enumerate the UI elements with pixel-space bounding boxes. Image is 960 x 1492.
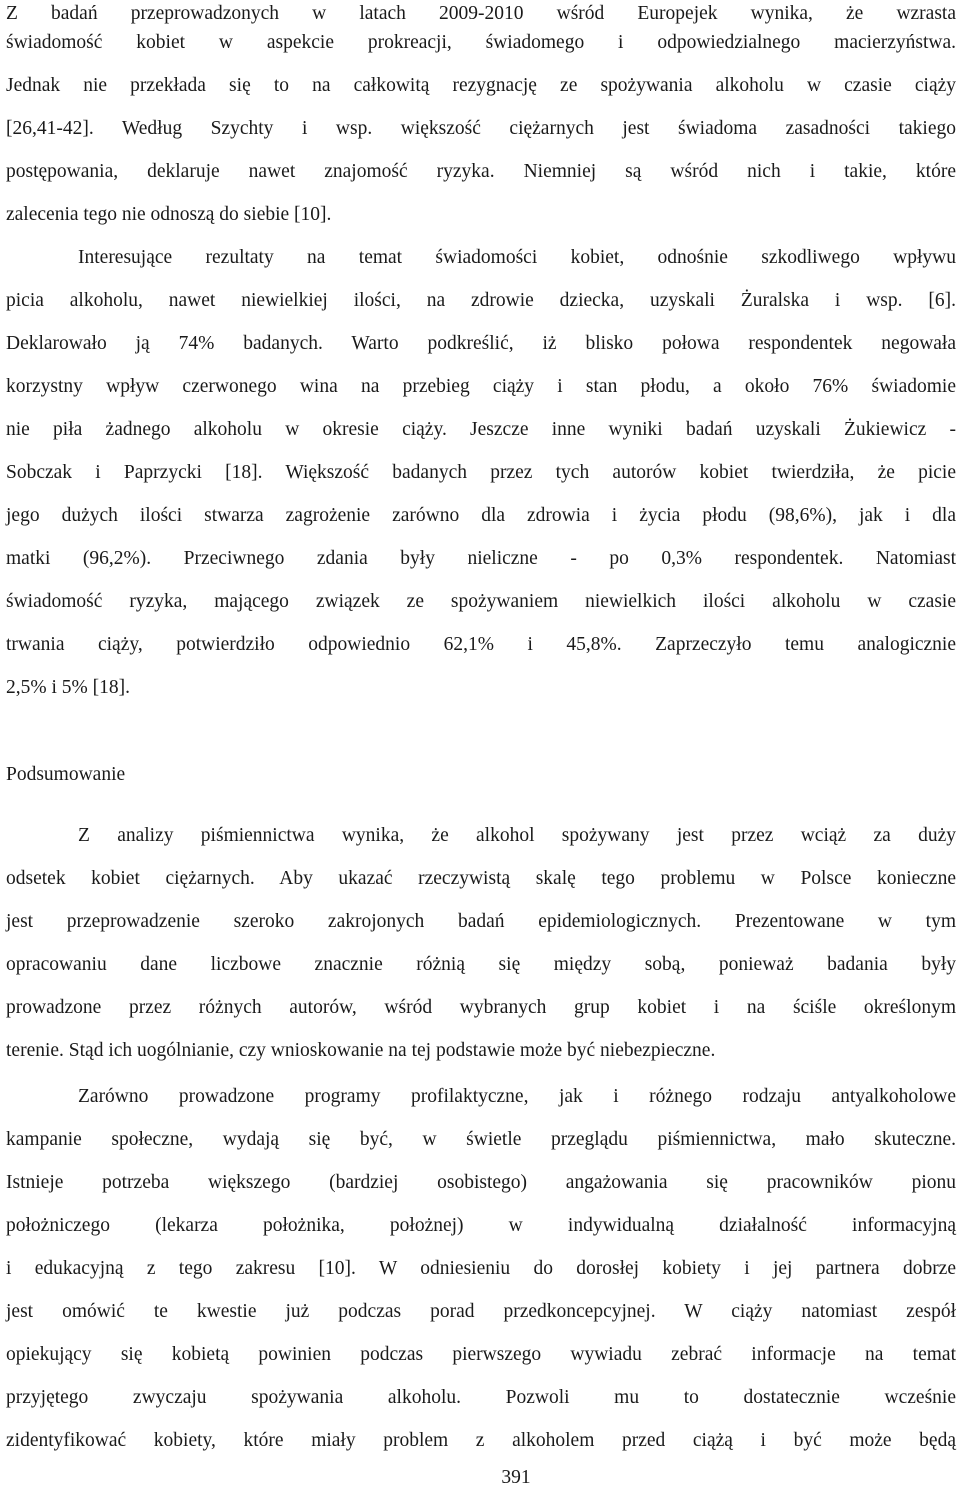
paragraph-line: jest przeprowadzenie szeroko zakrojonych badań epidemiologicznych. Prezentowane w tym [6,911,956,932]
page-number: 391 [501,1467,531,1488]
paragraph-line: Interesujące rezultaty na temat świadomości kobiet, odnośnie szkodliwego wpływu [78,247,956,268]
paragraph-line: świadomość ryzyka, mającego związek ze spożywaniem niewielkich ilości alkoholu w czasie [6,591,956,612]
paragraph-line: Istnieje potrzeba większego (bardziej osobistego) angażowania się pracowników pionu [6,1172,956,1193]
paragraph-line: picia alkoholu, nawet niewielkiej ilości, na zdrowie dziecka, uzyskali Żuralska i wsp. [6]. [6,290,956,311]
paragraph-line: postępowania, deklaruje nawet znajomość ryzyka. Niemniej są wśród nich i takie, które [6,161,956,182]
paragraph-line: Zarówno prowadzone programy profilaktyczne, jak i różnego rodzaju antyalkoholowe [78,1086,956,1107]
section-heading: Podsumowanie [6,764,126,785]
paragraph-line: prowadzone przez różnych autorów, wśród wybranych grup kobiet i na ściśle określonym [6,997,956,1018]
paragraph-line: matki (96,2%). Przeciwnego zdania były nieliczne - po 0,3% respondentek. Natomiast [6,548,956,569]
paragraph-line: opiekujący się kobietą powinien podczas pierwszego wywiadu zebrać informacje na temat [6,1344,956,1365]
paragraph-line: zidentyfikować kobiety, które miały problem z alkoholem przed ciążą i być może będą [6,1430,956,1451]
paragraph-line: korzystny wpływ czerwonego wina na przebieg ciąży i stan płodu, a około 76% świadomie [6,376,956,397]
paragraph-line: zalecenia tego nie odnoszą do siebie [10]. [6,204,332,225]
paragraph-line: Jednak nie przekłada się to na całkowitą rezygnację ze spożywania alkoholu w czasie ciąży [6,75,956,96]
paragraph-line: przyjętego zwyczaju spożywania alkoholu. Pozwoli mu to dostatecznie wcześnie [6,1387,956,1408]
paragraph-line: Deklarowało ją 74% badanych. Warto podkreślić, iż blisko połowa respondentek negowała [6,333,956,354]
paragraph-line: Z badań przeprowadzonych w latach 2009-2010 wśród Europejek wynika, że wzrasta [6,3,956,24]
paragraph-line: jest omówić te kwestie już podczas porad przedkoncepcyjnej. W ciąży natomiast zespół [6,1301,956,1322]
paragraph-line: świadomość kobiet w aspekcie prokreacji, świadomego i odpowiedzialnego macierzyństwa. [6,32,956,53]
paragraph-line: terenie. Stąd ich uogólnianie, czy wnioskowanie na tej podstawie może być niebezpieczne. [6,1040,716,1061]
paragraph-line: 2,5% i 5% [18]. [6,677,131,698]
paragraph-line: położniczego (lekarza położnika, położnej) w indywidualną działalność informacyjną [6,1215,956,1236]
paragraph-line: nie piła żadnego alkoholu w okresie ciąży. Jeszcze inne wyniki badań uzyskali Żukiewicz - [6,419,956,440]
paragraph-line: [26,41-42]. Według Szychty i wsp. większość ciężarnych jest świadoma zasadności takiego [6,118,956,139]
paragraph-line: Z analizy piśmiennictwa wynika, że alkohol spożywany jest przez wciąż za duży [78,825,956,846]
paragraph-line: kampanie społeczne, wydają się być, w świetle przeglądu piśmiennictwa, mało skuteczne. [6,1129,956,1150]
paragraph-line: i edukacyjną z tego zakresu [10]. W odniesieniu do dorosłej kobiety i jej partnera dobrze [6,1258,956,1279]
paragraph-line: jego dużych ilości stwarza zagrożenie zarówno dla zdrowia i życia płodu (98,6%), jak i dla [6,505,956,526]
paragraph-line: opracowaniu dane liczbowe znacznie różnią się między sobą, ponieważ badania były [6,954,956,975]
paragraph-line: trwania ciąży, potwierdziło odpowiednio 62,1% i 45,8%. Zaprzeczyło temu analogicznie [6,634,956,655]
paragraph-line: odsetek kobiet ciężarnych. Aby ukazać rzeczywistą skalę tego problemu w Polsce konieczne [6,868,956,889]
paragraph-line: Sobczak i Paprzycki [18]. Większość badanych przez tych autorów kobiet twierdziła, że picie [6,462,956,483]
